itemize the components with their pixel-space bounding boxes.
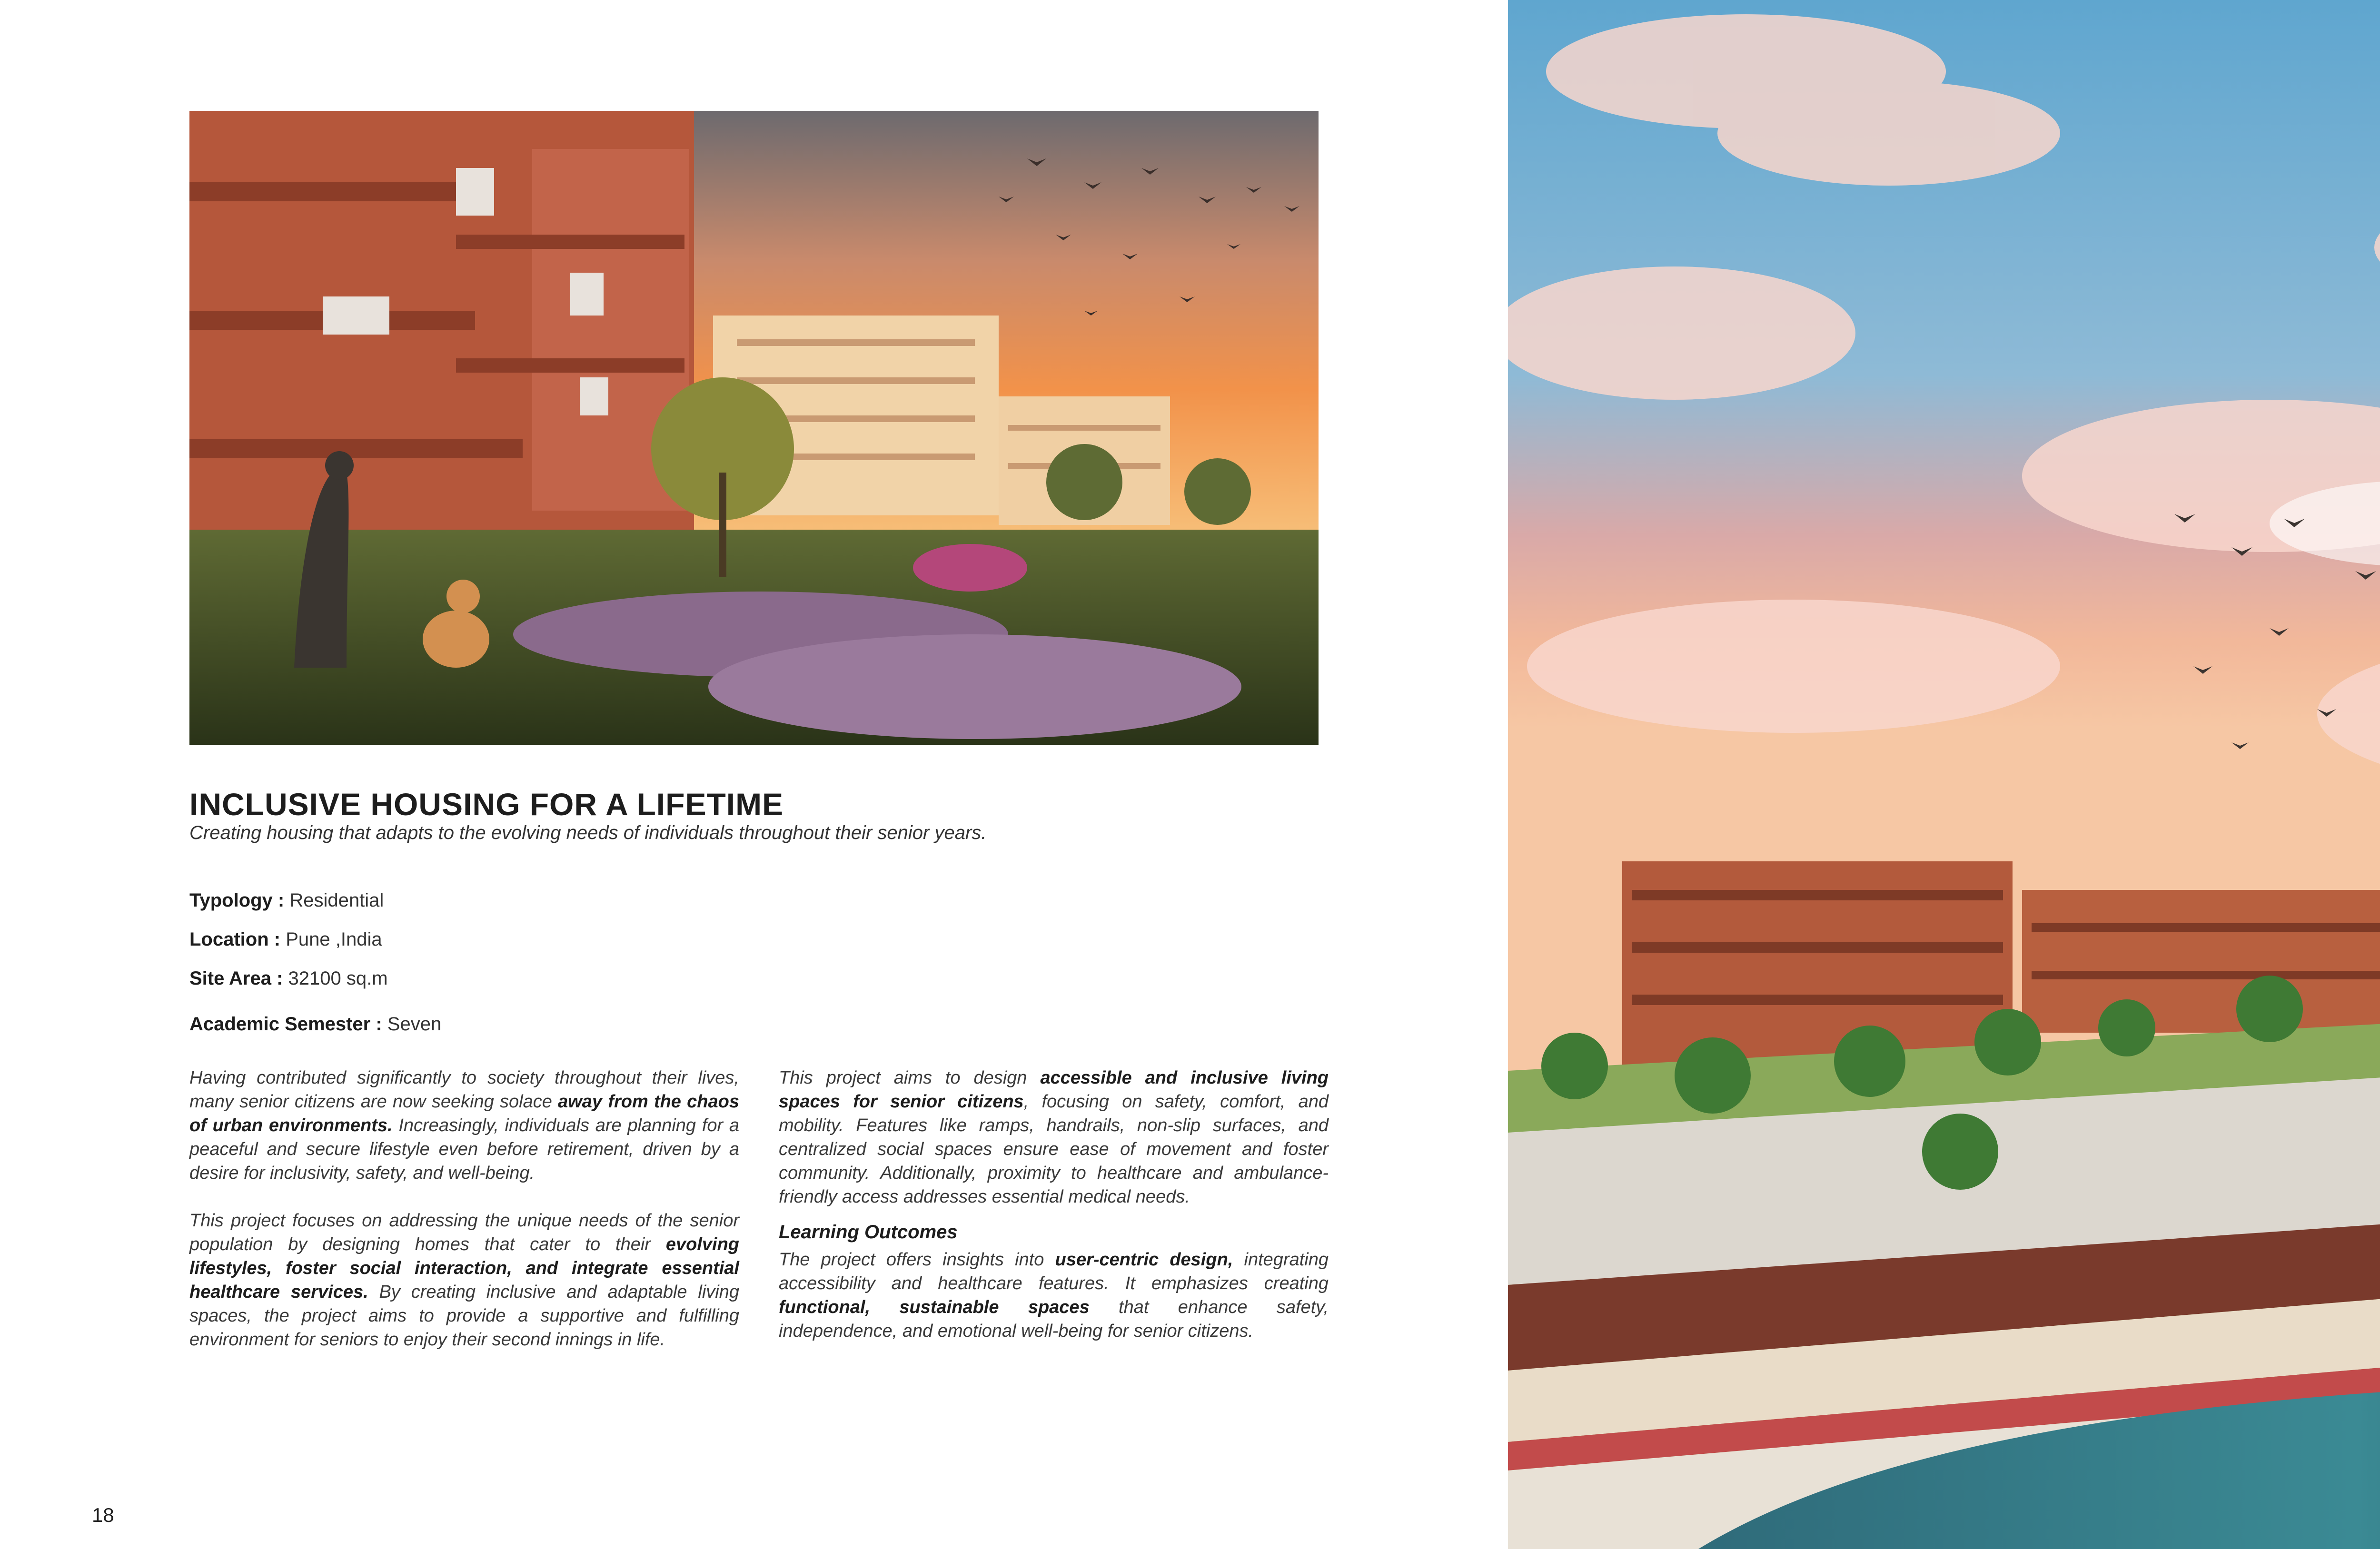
aerial-render-image [1508, 0, 2380, 1549]
semester-value: Seven [387, 1014, 442, 1035]
paragraph-intro: Having contributed significantly to society throughout their lives, many senior citizens are now seeking solace away from the chaos of urban environments. Increasingly, individuals are planning for a peaceful and secure lifestyle even before retirement, driven by a desire for inclusivity, safety, and well-being. [189, 1068, 739, 1183]
body-column-left [189, 1066, 739, 1375]
typology-label: Typology : [189, 890, 285, 911]
page-number: 18 [92, 1504, 114, 1526]
site-area-label: Site Area : [189, 968, 283, 989]
project-subtitle: Creating housing that adapts to the evolving needs of individuals throughout their senior years. [189, 822, 987, 843]
location-value: Pune ,India [286, 929, 382, 950]
typology-value: Residential [289, 890, 384, 911]
courtyard-render-image [189, 111, 1319, 745]
location-line [189, 929, 382, 950]
typology-line [189, 890, 384, 911]
location-label: Location : [189, 929, 281, 950]
site-area-value: 32100 sq.m [288, 968, 388, 989]
paragraph-focus: This project focuses on addressing the unique needs of the senior population by designing homes that cater to their evolving lifestyles, foster social interaction, and integrate essential healthcare services. By creating inclusive and adaptable living spaces, the project aims to provide a supportive and fulfilling environment for seniors to enjoy their second innings in life. [189, 1211, 739, 1350]
site-area-line [189, 968, 388, 989]
project-title: INCLUSIVE HOUSING FOR A LIFETIME [189, 787, 784, 822]
learning-outcomes-heading: Learning Outcomes [779, 1222, 958, 1243]
body-column-right [779, 1066, 1329, 1367]
paragraph-outcomes: The project offers insights into user-centric design, integrating accessibility and healthcare features. It emphasizes creating functional, sustainable spaces that enhance safety, independence, and emotional well-being for senior citizens. [779, 1250, 1329, 1341]
semester-line [189, 1014, 441, 1035]
paragraph-aims: This project aims to design accessible and inclusive living spaces for senior citizens, focusing on safety, comfort, and mobility. Features like ramps, handrails, non-slip surfaces, and centralized social spaces ensure ease of movement and foster community. Additionally, proximity to healthcare and ambulance-friendly access addresses essential medical needs. [779, 1068, 1329, 1207]
semester-label: Academic Semester : [189, 1014, 382, 1035]
